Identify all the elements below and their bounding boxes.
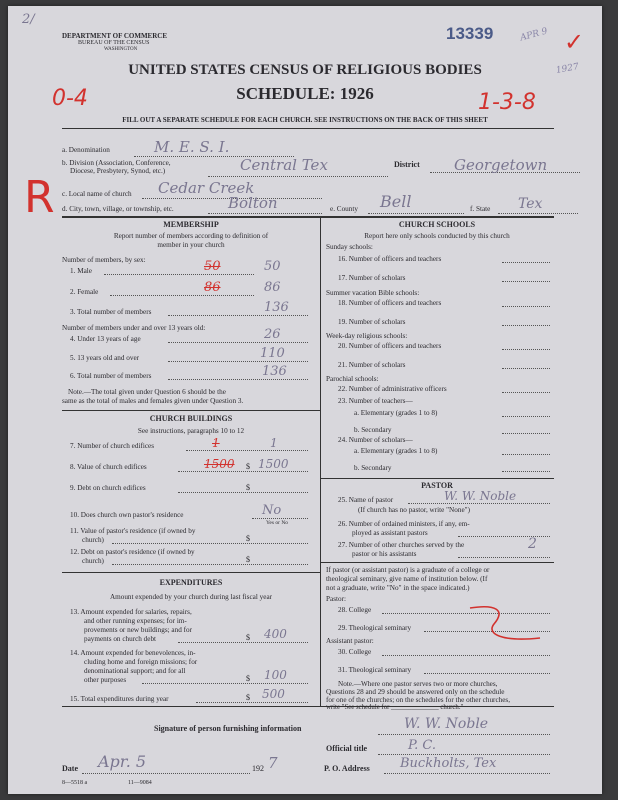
membership-note: Note.—The total given under Question 6 should be the bbox=[68, 388, 226, 396]
q11-label-2: church) bbox=[82, 536, 104, 544]
church-name-label: c. Local name of church bbox=[62, 190, 132, 198]
official-title-label: Official title bbox=[326, 744, 368, 753]
q23b-label: b. Secondary bbox=[354, 426, 392, 434]
q8-label: 8. Value of church edifices bbox=[70, 463, 147, 471]
column-divider bbox=[320, 218, 321, 706]
q19-line bbox=[502, 325, 550, 326]
city-town-label: d. City, town, village, or township, etc. bbox=[62, 205, 174, 213]
q11-dollar: $ bbox=[246, 534, 250, 543]
q20-line bbox=[502, 349, 550, 350]
q5-label: 5. 13 years old and over bbox=[70, 354, 140, 362]
q24b-line bbox=[502, 471, 550, 472]
bureau-label: BUREAU OF THE CENSUS bbox=[78, 40, 150, 46]
schools-intro: Report here only schools conducted by this church bbox=[364, 232, 510, 240]
q13-label-4: payments on church debt bbox=[84, 635, 157, 643]
signature-label: Signature of person furnishing information bbox=[154, 724, 302, 733]
by-sex-label: Number of members, by sex: bbox=[62, 256, 146, 264]
church-name-value: Cedar Creek bbox=[158, 179, 255, 197]
q1-crossed-value: 50 bbox=[204, 259, 221, 274]
membership-intro-2: member in your church bbox=[157, 241, 225, 249]
q10-value: No bbox=[262, 503, 282, 518]
q7-crossed-value: 1 bbox=[212, 436, 220, 450]
city-label: WASHINGTON bbox=[104, 47, 138, 52]
q15-value: 500 bbox=[262, 687, 285, 701]
schedule-number: 13339 bbox=[446, 24, 494, 43]
district-label: District bbox=[394, 160, 420, 169]
q24-label: 24. Number of scholars— bbox=[338, 436, 413, 444]
q19-label: 19. Number of scholars bbox=[338, 318, 406, 326]
division-label: b. Division (Association, Conference, bbox=[62, 159, 171, 167]
q13-label: 13. Amount expended for salaries, repairs, bbox=[70, 608, 192, 616]
table-top-rule bbox=[62, 216, 554, 218]
red-mark-r: R bbox=[24, 172, 55, 223]
q4-value: 26 bbox=[264, 327, 281, 342]
q30-line bbox=[382, 655, 550, 656]
q8-crossed-value: 1500 bbox=[204, 457, 235, 471]
form-number: 8—5518 a bbox=[62, 780, 88, 786]
q10-line bbox=[252, 518, 308, 519]
q2-label: 2. Female bbox=[70, 288, 99, 296]
department-label: DEPARTMENT OF COMMERCE bbox=[62, 32, 168, 40]
q8-dollar: $ bbox=[246, 462, 250, 471]
q3-label: 3. Total number of members bbox=[70, 308, 152, 316]
q8-value: 1500 bbox=[258, 457, 289, 471]
q12-label: 12. Debt on pastor's residence (if owned by bbox=[70, 548, 195, 556]
q27-label: 27. Number of other churches served by the bbox=[338, 541, 465, 549]
official-title-line bbox=[378, 754, 550, 755]
q31-label: 31. Theological seminary bbox=[338, 666, 412, 674]
q13-dollar: $ bbox=[246, 633, 250, 642]
q10-label: 10. Does church own pastor's residence bbox=[70, 511, 184, 519]
q8-line bbox=[178, 471, 308, 472]
print-number: 11—9084 bbox=[128, 780, 152, 786]
header-divider bbox=[62, 128, 554, 129]
form-instruction: FILL OUT A SEPARATE SCHEDULE FOR EACH CHURCH. SEE INSTRUCTIONS ON THE BACK OF THIS SHEET bbox=[122, 116, 488, 124]
county-value: Bell bbox=[380, 192, 412, 211]
division-line bbox=[208, 176, 388, 177]
q24b-label: b. Secondary bbox=[354, 464, 392, 472]
q26-label-2: ployed as assistant pastors bbox=[352, 529, 428, 537]
state-label: f. State bbox=[470, 205, 491, 213]
q25-label: 25. Name of pastor bbox=[338, 496, 394, 504]
year-value: 7 bbox=[268, 754, 278, 772]
q14-dollar: $ bbox=[246, 674, 250, 683]
q9-dollar: $ bbox=[246, 483, 250, 492]
q15-dollar: $ bbox=[246, 693, 250, 702]
q22-label: 22. Number of administrative officers bbox=[338, 385, 447, 393]
q13-value: 400 bbox=[264, 627, 287, 641]
q1-label: 1. Male bbox=[70, 267, 92, 275]
q18-line bbox=[502, 306, 550, 307]
q25-line bbox=[408, 503, 550, 504]
q18-label: 18. Number of officers and teachers bbox=[338, 299, 442, 307]
q23a-line bbox=[502, 416, 550, 417]
po-address-line bbox=[384, 773, 550, 774]
buildings-sub: See instructions, paragraphs 10 to 12 bbox=[137, 427, 245, 435]
corner-mark: 2/ bbox=[22, 12, 35, 27]
form-subtitle: SCHEDULE: 1926 bbox=[236, 84, 374, 103]
q20-label: 20. Number of officers and teachers bbox=[338, 342, 442, 350]
buildings-divider bbox=[62, 572, 320, 573]
pastor-note-4: write "See schedule for ______________ church." bbox=[326, 704, 464, 711]
q21-label: 21. Number of scholars bbox=[338, 361, 406, 369]
graduate-intro: If pastor (or assistant pastor) is a graduate of a college or bbox=[326, 566, 490, 574]
schools-title: CHURCH SCHOOLS bbox=[398, 220, 476, 229]
q23b-line bbox=[502, 433, 550, 434]
q11-line bbox=[112, 543, 308, 544]
city-town-line bbox=[208, 213, 322, 214]
division-label-2: Diocese, Presbytery, Synod, etc.) bbox=[70, 167, 166, 175]
membership-title: MEMBERSHIP bbox=[163, 220, 219, 229]
po-address-label: P. O. Address bbox=[324, 764, 370, 773]
q6-line bbox=[168, 379, 308, 380]
q23a-label: a. Elementary (grades 1 to 8) bbox=[354, 409, 438, 417]
po-address-value: Buckholts, Tex bbox=[400, 756, 497, 771]
sunday-label: Sunday schools: bbox=[326, 243, 373, 251]
q31-line bbox=[424, 673, 550, 674]
q29-label: 29. Theological seminary bbox=[338, 624, 412, 632]
q16-label: 16. Number of officers and teachers bbox=[338, 255, 442, 263]
state-line bbox=[498, 213, 578, 214]
date-label: Date bbox=[62, 764, 78, 773]
state-value: Tex bbox=[518, 196, 543, 212]
q4-line bbox=[168, 342, 308, 343]
q14-label-4: other purposes bbox=[84, 676, 127, 684]
denomination-value: M. E. S. I. bbox=[154, 138, 230, 156]
q3-value: 136 bbox=[264, 300, 289, 315]
q16-line bbox=[502, 262, 550, 263]
q15-line bbox=[196, 702, 308, 703]
q14-value: 100 bbox=[264, 668, 287, 682]
q1-line bbox=[104, 274, 254, 275]
q13-line bbox=[178, 642, 308, 643]
q14-label-2: cluding home and foreign missions; for bbox=[84, 658, 198, 666]
summer-label: Summer vacation Bible schools: bbox=[326, 289, 420, 297]
q4-label: 4. Under 13 years of age bbox=[70, 335, 141, 343]
red-mark-left: 0-4 bbox=[52, 86, 88, 111]
q2-line bbox=[110, 295, 254, 296]
date-line bbox=[82, 773, 250, 774]
pastor-title: PASTOR bbox=[421, 481, 453, 490]
received-stamp-year: 1927 bbox=[555, 62, 580, 76]
membership-intro: Report number of members according to definition of bbox=[113, 232, 269, 240]
pastor-note-3: for one of the churches; on the schedules for the other churches, bbox=[326, 696, 511, 704]
q5-value: 110 bbox=[260, 346, 285, 361]
received-stamp-date: APR 9 bbox=[519, 26, 549, 44]
q13-label-2: and other running expenses; for im- bbox=[84, 617, 187, 625]
division-value: Central Tex bbox=[240, 156, 328, 174]
q7-line bbox=[186, 450, 308, 451]
assistant-label: Assistant pastor: bbox=[326, 637, 374, 645]
date-value: Apr. 5 bbox=[98, 752, 147, 771]
red-mark-right: 1-3-8 bbox=[478, 90, 536, 115]
graduate-intro-2: theological seminary, give name of institution below. (If bbox=[326, 575, 488, 583]
q12-dollar: $ bbox=[246, 555, 250, 564]
q13-label-3: provements or new buildings; and for bbox=[84, 626, 192, 634]
q24a-line bbox=[502, 454, 550, 455]
q3-line bbox=[168, 315, 308, 316]
q14-label: 14. Amount expended for benevolences, in- bbox=[70, 649, 196, 657]
q2-value: 86 bbox=[264, 280, 281, 295]
pastor-note-2: Questions 28 and 29 should be answered only on the schedule bbox=[326, 688, 505, 696]
signature-line bbox=[378, 734, 550, 735]
denomination-label: a. Denomination bbox=[62, 146, 110, 154]
q27-line bbox=[458, 557, 550, 558]
red-check-mark: ✓ bbox=[564, 28, 585, 56]
county-line bbox=[368, 213, 464, 214]
q27-label-2: pastor or his assistants bbox=[352, 550, 417, 558]
q14-line bbox=[142, 683, 308, 684]
red-pen-scribble bbox=[466, 602, 546, 650]
q26-label: 26. Number of ordained ministers, if any, em- bbox=[338, 520, 470, 528]
census-schedule-sheet bbox=[8, 6, 602, 794]
year-prefix: 192 bbox=[252, 764, 264, 773]
q7-label: 7. Number of church edifices bbox=[70, 442, 155, 450]
expenditures-title: EXPENDITURES bbox=[159, 578, 223, 587]
q27-value: 2 bbox=[528, 536, 537, 552]
membership-divider bbox=[62, 410, 320, 411]
q28-label: 28. College bbox=[338, 606, 372, 614]
q1-value: 50 bbox=[264, 259, 281, 274]
age-intro: Number of members under and over 13 years old: bbox=[62, 324, 206, 332]
q30-label: 30. College bbox=[338, 648, 372, 656]
q9-line bbox=[178, 492, 308, 493]
q17-label: 17. Number of scholars bbox=[338, 274, 406, 282]
pastor-note: Note.—Where one pastor serves two or more churches, bbox=[338, 680, 498, 688]
q17-line bbox=[502, 281, 550, 282]
parochial-label: Parochial schools: bbox=[326, 375, 379, 383]
graduate-intro-3: not a graduate, write "No" in the space indicated.) bbox=[326, 584, 470, 592]
q15-label: 15. Total expenditures during year bbox=[70, 695, 169, 703]
q14-label-3: denominational support; and for all bbox=[84, 667, 186, 675]
membership-note-2: same as the total of males and females given under Question 3. bbox=[62, 397, 244, 405]
expenditures-sub: Amount expended by your church during last fiscal year bbox=[109, 593, 273, 601]
q23-label: 23. Number of teachers— bbox=[338, 397, 413, 405]
q9-label: 9. Debt on church edifices bbox=[70, 484, 146, 492]
official-title-value: P. C. bbox=[408, 738, 436, 753]
q22-line bbox=[502, 392, 550, 393]
yes-no-hint: Yes or No bbox=[266, 520, 289, 526]
q5-line bbox=[168, 361, 308, 362]
q11-label: 11. Value of pastor's residence (if owned by bbox=[70, 527, 196, 535]
q21-line bbox=[502, 368, 550, 369]
city-town-value: Bolton bbox=[228, 194, 278, 212]
district-value: Georgetown bbox=[454, 156, 548, 174]
q7-value: 1 bbox=[270, 436, 278, 450]
q12-line bbox=[112, 564, 308, 565]
q2-crossed-value: 86 bbox=[204, 280, 221, 295]
q12-label-2: church) bbox=[82, 557, 104, 565]
q6-value: 136 bbox=[262, 364, 287, 379]
schools-divider bbox=[320, 478, 554, 479]
weekday-label: Week-day religious schools: bbox=[326, 332, 408, 340]
form-title: UNITED STATES CENSUS OF RELIGIOUS BODIES bbox=[128, 62, 482, 78]
pastor-label: Pastor: bbox=[326, 595, 346, 603]
county-label: e. County bbox=[330, 205, 358, 213]
table-bottom-rule bbox=[62, 706, 554, 707]
pastor-divider bbox=[320, 562, 554, 563]
q25-value: W. W. Noble bbox=[444, 489, 517, 503]
q6-label: 6. Total number of members bbox=[70, 372, 152, 380]
buildings-title: CHURCH BUILDINGS bbox=[149, 414, 233, 423]
q25-note: (If church has no pastor, write "None") bbox=[358, 506, 470, 514]
signature-value: W. W. Noble bbox=[404, 716, 489, 732]
q24a-label: a. Elementary (grades 1 to 8) bbox=[354, 447, 438, 455]
